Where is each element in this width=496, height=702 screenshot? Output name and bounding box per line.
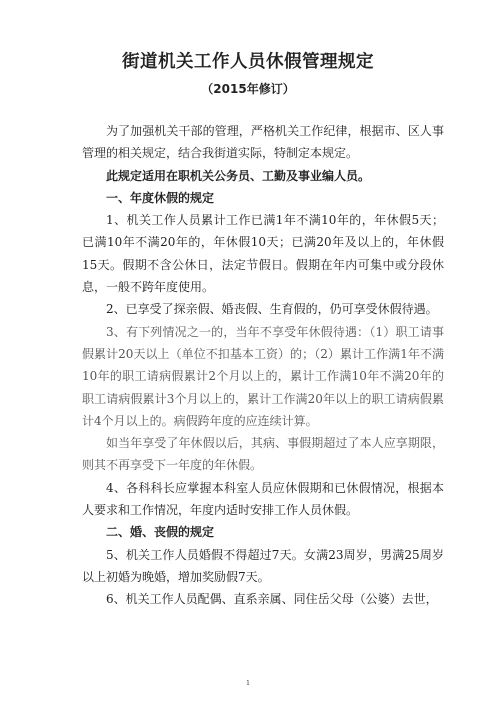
clause-3: 3、有下列情况之一的，当年不享受年休假待遇：（1）职工请事假累计20天以上（单位不扣基本工资）的；（2）累计工作满1年不满10年的职工请病假累计2个月以上的，累计工作满10年不满20年的职工请病假累计3个月以上的，累计工作满20年以上的职工请病假累计4个月以上的。病假跨年度的应连续计算。 xyxy=(82,324,444,428)
document-body xyxy=(82,120,444,611)
clause-2: 2、已享受了探亲假、婚丧假、生育假的，仍可享受休假待遇。 xyxy=(106,302,438,317)
document-subtitle: （2015年修订） xyxy=(201,82,295,96)
clause-5: 5、机关工作人员婚假不得超过7天。女满23周岁，男满25周岁以上初婚为晚婚，增加奖励假7天。 xyxy=(82,547,444,584)
clause-1: 1、机关工作人员累计工作已满1年不满10年的，年休假5天；已满10年不满20年的，年休假10天；已满20年及以上的，年休假15天。假期不含公休日，法定节假日。假期在年内可集中或分段休息，一般不跨年度使用。 xyxy=(82,213,444,295)
section-heading-marriage-funeral-leave: 二、婚、丧假的规定 xyxy=(106,525,215,540)
scope-statement: 此规定适用在职机关公务员、工勤及事业编人员。 xyxy=(106,168,371,183)
clause-6: 6、机关工作人员配偶、直系亲属、同住岳父母（公婆）去世， xyxy=(106,592,438,607)
page-number: 1 xyxy=(246,680,250,687)
clause-3-note: 如当年享受了年休假以后，其病、事假期超过了本人应享期限，则其不再享受下一年度的年休假。 xyxy=(82,436,444,473)
intro-paragraph: 为了加强机关干部的管理，严格机关工作纪律，根据市、区人事管理的相关规定，结合我街道实际，特制定本规定。 xyxy=(82,124,444,161)
clause-4: 4、各科科长应掌握本科室人员应休假期和已休假情况，根据本人要求和工作情况，年度内适时安排工作人员休假。 xyxy=(82,480,444,518)
document-title: 街道机关工作人员休假管理规定 xyxy=(122,52,374,72)
section-heading-annual-leave: 一、年度休假的规定 xyxy=(106,190,215,205)
